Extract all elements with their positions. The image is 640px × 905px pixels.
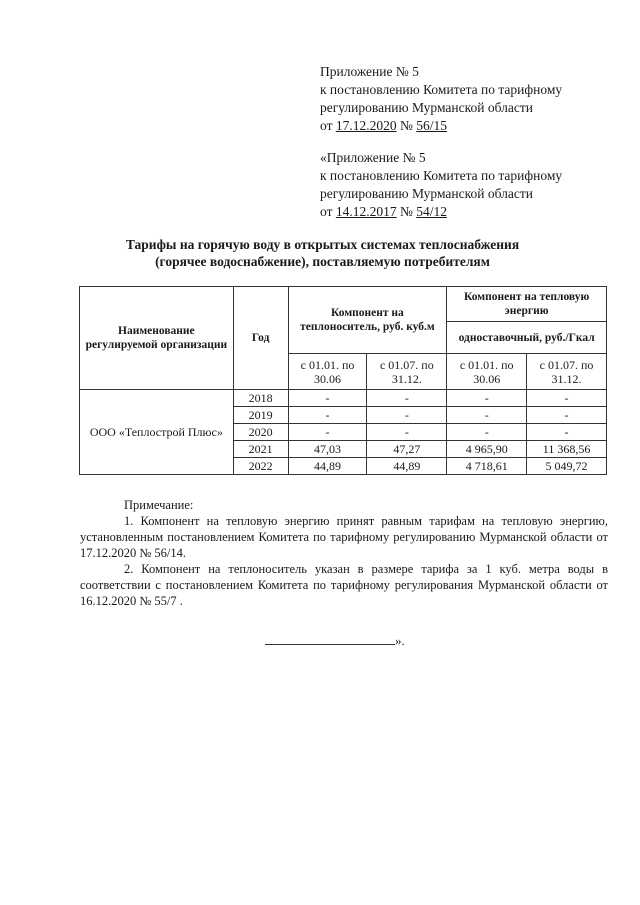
annex-header-previous — [320, 149, 562, 221]
year-cell: 2019 — [233, 407, 288, 424]
period-header: с 01.01. по 30.06 — [447, 354, 527, 390]
period-header: с 01.01. по 30.06 — [288, 354, 367, 390]
year-cell: 2021 — [233, 441, 288, 458]
note-item-2: 2. Компонент на теплоноситель указан в размере тарифа за 1 куб. метра воды в соответствии с постановлением Комитета по тарифному регулирования Мурманской области от 16.12.2020 № 55/7 . — [80, 562, 608, 608]
title-line-1: Тарифы на горячую воду в открытых системах теплоснабжения — [125, 237, 520, 252]
notes-heading: Примечание: — [124, 498, 194, 512]
annex-number: 54/12 — [416, 204, 448, 219]
carrier-h2-cell: - — [367, 407, 447, 424]
tariff-table — [79, 286, 607, 475]
energy-h1-cell: 4 965,90 — [447, 441, 527, 458]
title-line-2: (горячее водоснабжение), поставляемую потребителям — [155, 254, 490, 269]
energy-h1-cell: - — [447, 424, 527, 441]
carrier-h2-cell: - — [367, 424, 447, 441]
energy-h2-cell: 11 368,56 — [527, 441, 607, 458]
header-energy-component: Компонент на тепловую энергию — [447, 287, 607, 322]
carrier-h1-cell: - — [288, 424, 367, 441]
annex-date-prefix: от — [320, 204, 333, 219]
annex-date: 17.12.2020 — [335, 118, 397, 133]
closing-underline — [265, 634, 395, 645]
annex-number-sign: № — [399, 118, 413, 133]
energy-h1-cell: 4 718,61 — [447, 458, 527, 475]
header-carrier-component: Компонент на теплоноситель, руб. куб.м — [288, 287, 447, 354]
table-row — [80, 390, 607, 407]
energy-h2-cell: - — [527, 390, 607, 407]
annex-title: «Приложение № 5 — [320, 150, 426, 165]
annex-number-sign: № — [399, 204, 413, 219]
organization-name: ООО «Теплострой Плюс» — [80, 390, 234, 475]
annex-header-current — [320, 63, 562, 135]
annex-date-line — [320, 203, 562, 221]
carrier-h1-cell: 47,03 — [288, 441, 367, 458]
energy-h2-cell: 5 049,72 — [527, 458, 607, 475]
annex-date-line — [320, 117, 562, 135]
carrier-h2-cell: 47,27 — [367, 441, 447, 458]
carrier-h2-cell: 44,89 — [367, 458, 447, 475]
energy-h1-cell: - — [447, 390, 527, 407]
header-year: Год — [233, 287, 288, 390]
carrier-h1-cell: 44,89 — [288, 458, 367, 475]
energy-h1-cell: - — [447, 407, 527, 424]
year-cell: 2018 — [233, 390, 288, 407]
header-organization: Наименование регулируемой организации — [80, 287, 234, 390]
annex-date-prefix: от — [320, 118, 333, 133]
annex-resolution-line: к постановлению Комитета по тарифному — [320, 168, 563, 183]
closing-line — [265, 633, 405, 649]
period-header: с 01.07. по 31.12. — [527, 354, 607, 390]
carrier-h1-cell: - — [288, 407, 367, 424]
notes-section — [80, 497, 608, 609]
energy-h2-cell: - — [527, 407, 607, 424]
annex-resolution-line: к постановлению Комитета по тарифному — [320, 82, 563, 97]
carrier-h1-cell: - — [288, 390, 367, 407]
annex-title: Приложение № 5 — [320, 64, 419, 79]
carrier-h2-cell: - — [367, 390, 447, 407]
annex-number: 56/15 — [416, 118, 448, 133]
annex-committee-line: регулированию Мурманской области — [320, 100, 533, 115]
closing-quote: ». — [395, 633, 405, 648]
year-cell: 2020 — [233, 424, 288, 441]
period-header: с 01.07. по 31.12. — [367, 354, 447, 390]
energy-h2-cell: - — [527, 424, 607, 441]
annex-date: 14.12.2017 — [335, 204, 397, 219]
note-item-1: 1. Компонент на тепловую энергию принят равным тарифам на тепловую энергию, установленным постановлением Комитета по тарифному регулированию Мурманской области от 17.12.2020 № 56/14. — [80, 514, 608, 560]
annex-committee-line: регулированию Мурманской области — [320, 186, 533, 201]
document-title — [60, 236, 585, 270]
header-energy-rate: одноставочный, руб./Гкал — [447, 322, 607, 354]
year-cell: 2022 — [233, 458, 288, 475]
